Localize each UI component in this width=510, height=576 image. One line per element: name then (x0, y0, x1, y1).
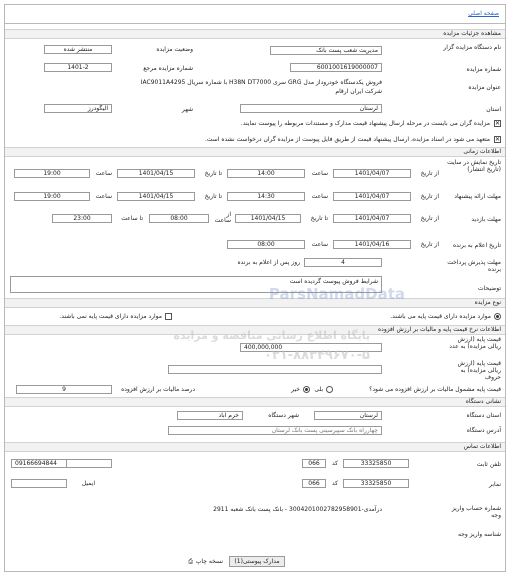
title-value: فروش یکدستگاه خودروداز مدل GRG سری H38N DT7000 با شماره سریال IAC9011A4295 شرکت ایران ارقام (140, 79, 382, 95)
mobile-field-value: 09166694844 (11, 459, 67, 468)
has-base-price-radio[interactable] (494, 313, 501, 320)
offer-to-time-label: ساعت (95, 193, 112, 200)
phone-code-field: 066 (302, 459, 326, 468)
ref-number-label: شماره مزایده مرجع (143, 65, 193, 72)
org-label: نام دستگاه مزایده گزار (443, 44, 501, 51)
visit-from-time-label: از ساعت (214, 211, 231, 224)
device-city-label: شهر دستگاه (268, 412, 299, 419)
show-to-time-field: 19:00 (14, 169, 90, 178)
offer-from-date-field: 1401/04/07 (333, 192, 411, 201)
account-label: شماره حساب واریز وجه (451, 505, 501, 519)
show-to-time-label: ساعت (95, 170, 112, 177)
account-value: درآمدی-3004201002782958901 - بانک پست بانک شعبه 2911 (213, 506, 382, 513)
phone-code-label: کد (331, 460, 338, 467)
offer-to-date-label: تا تاریخ (204, 193, 222, 200)
offer-to-time-field: 19:00 (14, 192, 90, 201)
offer-date-label: مهلت ارائه پیشنهاد (454, 193, 501, 200)
visit-to-time-field: 23:00 (52, 214, 112, 223)
no-base-price-radio[interactable] (165, 313, 172, 320)
show-date-label: تاریخ نمایش در سایت (تاریخ انتشار) (447, 159, 501, 173)
watermark-portal-title: پایگاه اطلاع رسانی مناقصه و مزایده (173, 329, 370, 342)
base-price-number-label: قیمت پایه (ارزش ریالی مزایده) به عدد (449, 336, 501, 350)
note-text-1: مزایده گران می بایست در مرحله ارسال پیشنهاد قیمت مدارک و مستندات مربوطه را پیوست نمایند. (240, 120, 490, 127)
base-price-text-field (168, 365, 382, 374)
device-province-field: لرستان (314, 411, 382, 420)
offer-from-time-label: ساعت (311, 193, 328, 200)
vat-percent-label: درصد مالیات بر ارزش افزوده (121, 386, 195, 393)
show-from-date-field: 1401/04/07 (333, 169, 411, 178)
show-to-date-label: تا تاریخ (204, 170, 222, 177)
announce-from-date-label: از تاریخ (420, 241, 439, 248)
status-field: منتشر شده (44, 45, 112, 54)
visit-date-label: مهلت بازدید (471, 216, 501, 223)
description-field: شرایط فروش پیوست گردیده است (10, 276, 382, 293)
status-label: وضعیت مزایده (156, 46, 193, 53)
deposit-id-label: شناسه واریز وجه (458, 531, 501, 538)
note-text-2: متعهد می شود در اسناد مزایده، ارسال پیشنهاد قیمت از طریق فایل پیوست از مزایده گران درخواست نشده است. (204, 136, 490, 143)
fax-code-label: کد (331, 480, 338, 487)
email-label: ایمیل (81, 480, 95, 487)
device-city-field: خرم آباد (177, 411, 243, 420)
base-price-text-label: قیمت پایه (ارزش ریالی مزایده) به حروف (457, 360, 501, 381)
offer-from-time-field: 14:30 (227, 192, 305, 201)
show-from-time-label: ساعت (311, 170, 328, 177)
payment-days-suffix: روز پس از اعلام به برنده (237, 259, 300, 266)
show-to-date-field: 1401/04/15 (117, 169, 195, 178)
fax-field: 33325850 (343, 479, 409, 488)
section-header-contact: اطلاعات تماس (5, 442, 505, 452)
phone-field: 33325850 (343, 459, 409, 468)
section-header-details: مشاهده جزئیات مزایده (5, 29, 505, 39)
city-field: الیگودرز (44, 104, 112, 113)
announce-time-label: ساعت (311, 241, 328, 248)
print-icon[interactable]: ⎙ (188, 558, 193, 565)
vat-percent-field: 9 (16, 385, 112, 394)
watermark-phone: ۰۲۱-۸۸۳۴۹۶۷۰-۵ (263, 348, 370, 363)
note-checkbox-1[interactable]: ✕ (494, 120, 500, 127)
print-version-link[interactable]: نسخه چاپ (195, 558, 223, 565)
show-from-time-field: 14:00 (227, 169, 305, 178)
has-base-price-label: موارد مزایده دارای قیمت پایه می باشند. (390, 313, 491, 320)
device-address-field: چهارراه بانک سپیرسینی پست بانک لرستان (168, 426, 382, 435)
tab-bar (5, 5, 505, 24)
show-from-date-label: از تاریخ (420, 170, 439, 177)
auction-detail-page (4, 4, 506, 572)
section-header-price: اطلاعات نرخ قیمت پایه و مالیات بر ارزش افزوده (5, 325, 505, 335)
announce-time-field: 08:00 (227, 240, 305, 249)
description-label: توضیحات (477, 285, 501, 292)
vat-no-radio[interactable] (303, 386, 310, 393)
phone-label: تلفن ثابت (476, 461, 501, 468)
section-header-time: اطلاعات زمانی (5, 147, 505, 157)
watermark-site-name: ParsNamadData (268, 285, 405, 303)
note-checkbox-2[interactable]: ✕ (494, 136, 500, 143)
visit-to-date-label: تا تاریخ (310, 215, 328, 222)
province-label: استان (486, 106, 501, 113)
auction-number-field: 6001001619000007 (290, 63, 382, 72)
home-tab-link[interactable]: صفحه اصلی (468, 10, 499, 17)
section-header-device-address: نشانی دستگاه (5, 397, 505, 407)
title-label: عنوان مزایده (468, 84, 501, 91)
org-field: مدیریت شعب پست بانک (270, 46, 382, 55)
payment-deadline-label: مهلت پذیرش پرداخت برنده (447, 259, 501, 273)
email-field (11, 479, 67, 488)
vat-yes-radio[interactable] (326, 386, 333, 393)
ref-number-field: 1401-2 (44, 63, 112, 72)
device-province-label: استان دستگاه (466, 412, 501, 419)
auction-number-label: شماره مزایده (466, 66, 501, 73)
announce-date-label: تاریخ اعلام به برنده (452, 242, 501, 249)
province-field: لرستان (240, 104, 382, 113)
announce-date-field: 1401/04/16 (333, 240, 411, 249)
offer-to-date-field: 1401/04/15 (117, 192, 195, 201)
vat-yes-label: بلی (314, 386, 323, 393)
vat-question-label: قیمت پایه مشمول مالیات بر ارزش افزوده می شود؟ (369, 386, 501, 393)
payment-days-field: 4 (304, 258, 382, 267)
section-header-auction-type: نوع مزایده (5, 298, 505, 308)
base-price-number-field: 400,000,000 (240, 343, 382, 352)
visit-to-date-field: 1401/04/15 (235, 214, 301, 223)
no-base-price-label: موارد مزایده دارای قیمت پایه نمی باشند. (59, 313, 162, 320)
visit-from-date-label: از تاریخ (420, 215, 439, 222)
city-label: شهر (181, 106, 193, 113)
attachments-button[interactable]: مدارک پیوستی(1) (229, 556, 285, 567)
visit-from-date-field: 1401/04/07 (333, 214, 411, 223)
fax-code-field: 066 (302, 479, 326, 488)
vat-no-label: خیر (291, 386, 300, 393)
device-address-label: آدرس دستگاه (466, 427, 501, 434)
visit-from-time-field: 08:00 (149, 214, 209, 223)
offer-from-date-label: از تاریخ (420, 193, 439, 200)
visit-to-time-label: تا ساعت (121, 215, 143, 222)
fax-label: نمابر (489, 481, 501, 488)
